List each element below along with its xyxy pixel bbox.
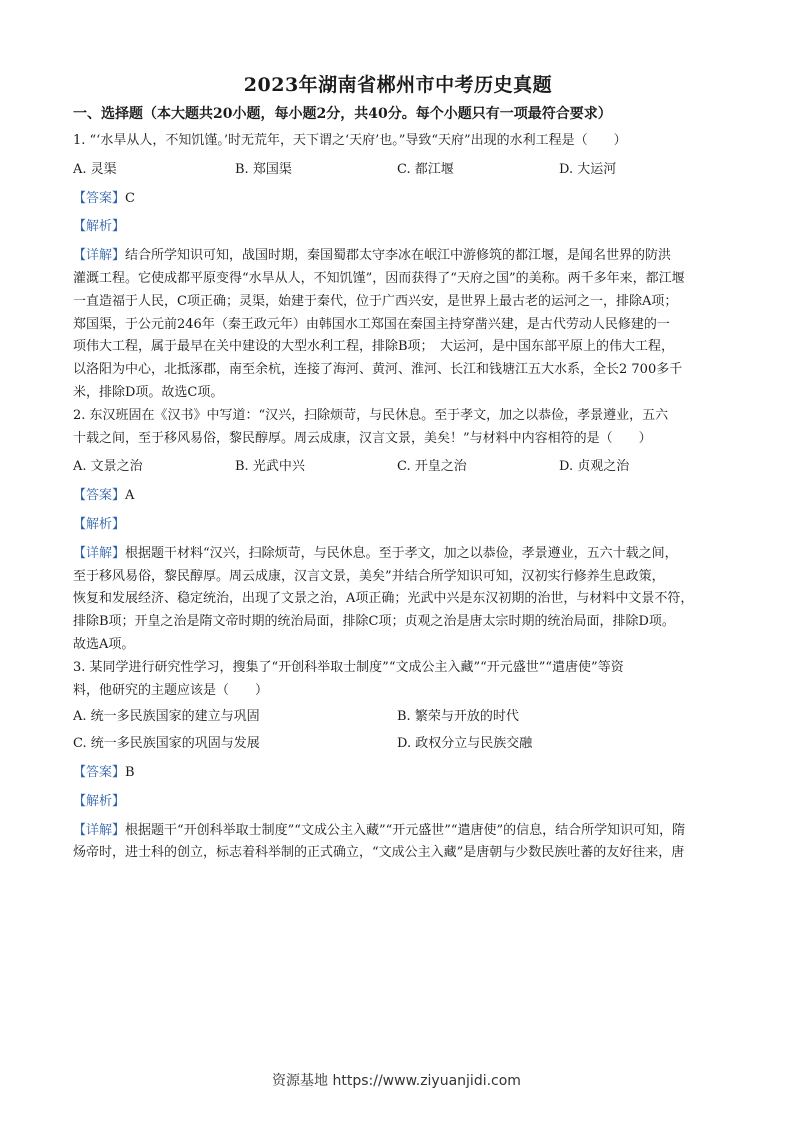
detail-label: 【详解】 bbox=[73, 545, 126, 561]
option-d: D. 贞观之治 bbox=[559, 459, 630, 475]
detail-line: 排除B项；开皇之治是隋文帝时期的统治局面，排除C项；贞观之治是唐太宗时期的统治局面，排除D项。 bbox=[73, 614, 675, 630]
answer-value: C bbox=[125, 190, 135, 206]
option-a: A. 统一多民族国家的建立与巩固 bbox=[73, 709, 260, 725]
section-heading: 一、选择题（本大题共20小题，每小题2分，共40分。每个小题只有一项最符合要求） bbox=[73, 106, 612, 122]
question-3-stem: 料，他研究的主题应该是（ ） bbox=[73, 682, 269, 698]
detail-block bbox=[73, 820, 723, 866]
analysis-row bbox=[73, 791, 723, 814]
detail-line: 至于移风易俗，黎民醇厚。周云成康，汉言文景，美矣”并结合所学知识可知，汉初实行修养生息政策， bbox=[73, 568, 665, 584]
detail-line: 炀帝时，进士科的创立，标志着科举制的正式确立，“文成公主入藏”是唐朝与少数民族吐蕃的友好往来，唐 bbox=[73, 845, 685, 861]
option-b: B. 郑国渠 bbox=[235, 161, 292, 177]
option-d: D. 政权分立与民族交融 bbox=[397, 736, 533, 752]
answer-label: 【答案】 bbox=[73, 488, 126, 504]
detail-line: 【详解】根据题干材料“汉兴，扫除烦苛，与民休息。至于孝文，加之以恭俭，孝景遵业，五六十载之间， bbox=[73, 545, 678, 561]
analysis-label: 【解析】 bbox=[73, 516, 126, 532]
answer-label: 【答案】 bbox=[73, 764, 126, 780]
question-2 bbox=[73, 405, 723, 657]
option-c: C. 统一多民族国家的巩固与发展 bbox=[73, 736, 260, 752]
detail-line: 【详解】根据题干“开创科举取士制度”“文成公主入藏”“开元盛世”“遣唐使”的信息，结合所学知识可知，隋 bbox=[73, 822, 686, 838]
detail-line: 郑国渠，于公元前246年（秦王政元年）由韩国水工郑国在秦国主持穿凿兴建，是古代劳动人民修建的一 bbox=[73, 316, 670, 332]
option-d: D. 大运河 bbox=[559, 161, 617, 177]
detail-block bbox=[73, 245, 723, 405]
question-1 bbox=[73, 130, 723, 405]
question-2-stem: 十载之间，至于移风易俗，黎民醇厚。周云成康，汉言文景，美矣！”与材料中内容相符的是（ ） bbox=[73, 430, 652, 446]
option-c: C. 开皇之治 bbox=[397, 459, 467, 475]
question-3-stem: 3. 某同学进行研究性学习，搜集了“开创科举取士制度”“文成公主入藏”“开元盛世”“遣唐使”等资 bbox=[73, 659, 624, 675]
question-3-options-row1 bbox=[73, 706, 723, 729]
page-title: 2023年湖南省郴州市中考历史真题 bbox=[243, 74, 553, 96]
answer-label: 【答案】 bbox=[73, 190, 126, 206]
detail-line: 灌溉工程。它使成都平原变得“水旱从人，不知饥馑”，因而获得了“天府之国”的美称。两千多年来，都江堰 bbox=[73, 270, 685, 286]
detail-line: 以洛阳为中心，北抵涿郡，南至余杭，连接了海河、黄河、淮河、长江和钱塘江五大水系，全长2 700多千 bbox=[73, 362, 683, 378]
detail-line: 恢复和发展经济、稳定统治，出现了文景之治，A项正确；光武中兴是东汉初期的治世，与材料中文景不符， bbox=[73, 591, 694, 607]
answer-value: A bbox=[125, 488, 135, 504]
analysis-row bbox=[73, 216, 723, 239]
detail-line: 米，排除D项。故选C项。 bbox=[73, 384, 224, 400]
analysis-row bbox=[73, 514, 723, 537]
answer-value: B bbox=[125, 764, 135, 780]
option-b: B. 繁荣与开放的时代 bbox=[397, 709, 519, 725]
option-b: B. 光武中兴 bbox=[235, 459, 305, 475]
answer-row bbox=[73, 485, 723, 508]
page-footer-watermark: 资源基地 https://www.ziyuanjidi.com bbox=[272, 1073, 521, 1089]
question-2-options bbox=[73, 456, 723, 479]
document-page bbox=[73, 72, 723, 865]
answer-row bbox=[73, 762, 723, 785]
detail-line: 项伟大工程，属于最早在关中建设的大型水利工程，排除B项； 大运河，是中国东部平原上的伟大工程， bbox=[73, 339, 675, 355]
detail-line: 【详解】结合所学知识可知，战国时期，秦国蜀郡太守李冰在岷江中游修筑的都江堰，是闻名世界的防洪 bbox=[73, 248, 672, 264]
detail-line: 一直造福于人民，C项正确；灵渠，始建于秦代，位于广西兴安，是世界上最古老的运河之一，排除A项； bbox=[73, 293, 678, 309]
answer-row bbox=[73, 188, 723, 211]
question-3-options-row2 bbox=[73, 733, 723, 756]
analysis-label: 【解析】 bbox=[73, 793, 126, 809]
detail-line: 故选A项。 bbox=[73, 636, 135, 652]
question-2-stem: 2. 东汉班固在《汉书》中写道：“汉兴，扫除烦苛，与民休息。至于孝文，加之以恭俭，孝景遵业，五六 bbox=[73, 407, 669, 423]
question-1-stem: 1. “‘水旱从人，不知饥馑。’时无荒年，天下谓之‘天府’也。”导致“天府”出现的水利工程是（ ） bbox=[73, 133, 627, 148]
question-3 bbox=[73, 657, 723, 865]
option-c: C. 都江堰 bbox=[397, 161, 454, 177]
analysis-label: 【解析】 bbox=[73, 219, 126, 235]
question-1-options bbox=[73, 159, 723, 182]
detail-block bbox=[73, 543, 723, 657]
detail-label: 【详解】 bbox=[73, 822, 126, 838]
detail-label: 【详解】 bbox=[73, 248, 126, 264]
option-a: A. 文景之治 bbox=[73, 459, 143, 475]
option-a: A. 灵渠 bbox=[73, 161, 117, 177]
